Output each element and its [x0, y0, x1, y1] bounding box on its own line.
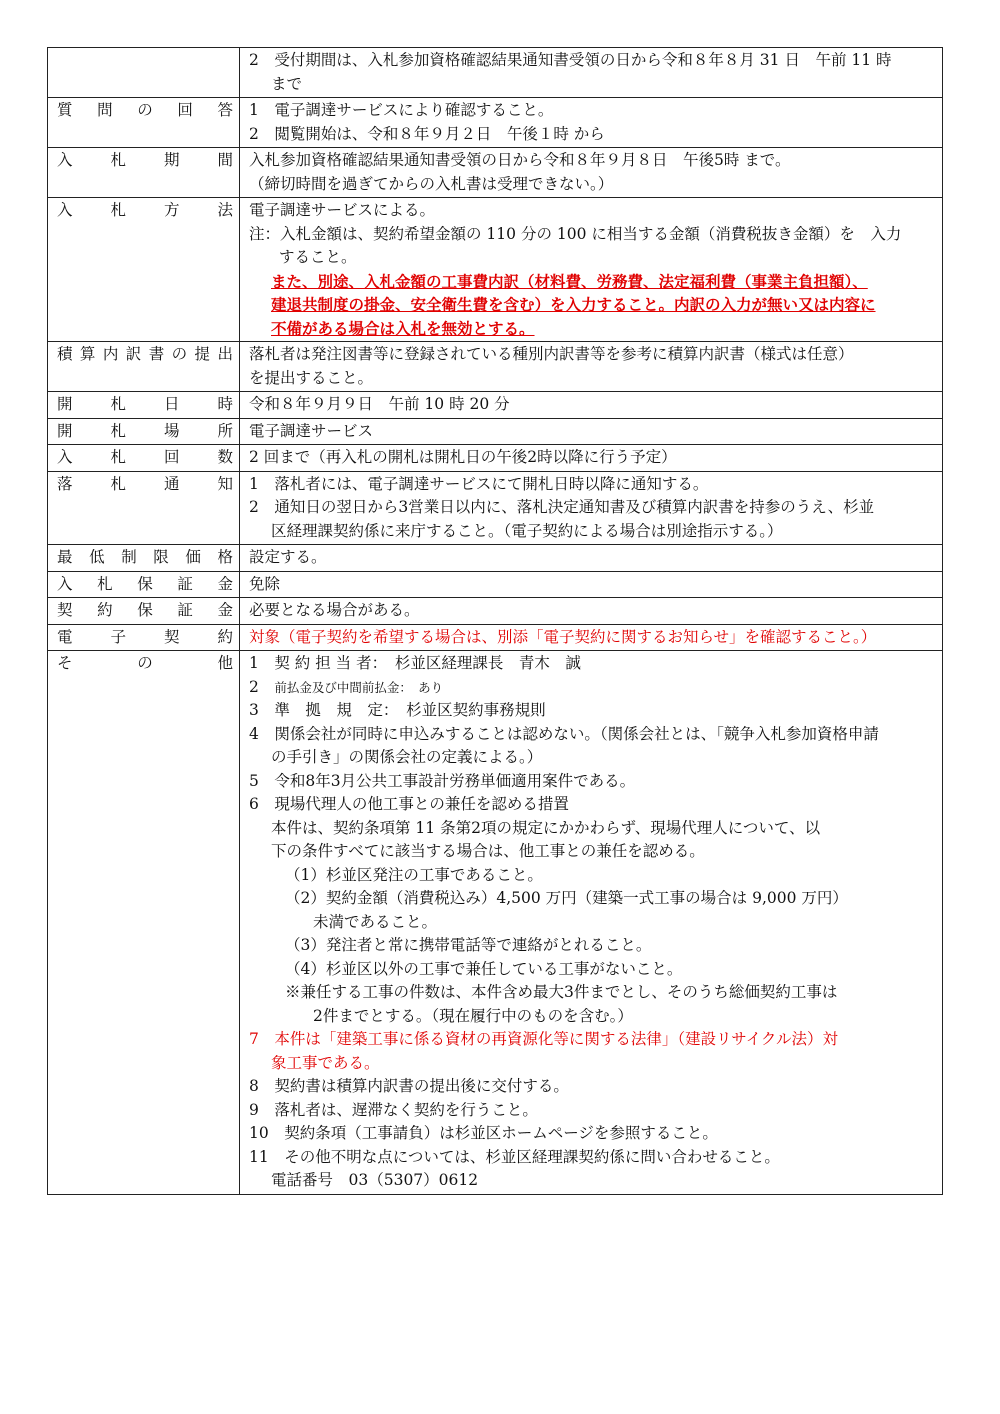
row-content: [240, 98, 943, 148]
row-content: [240, 342, 943, 392]
table-row: [48, 571, 943, 598]
warning-line: 不備がある場合は入札を無効とする。: [271, 318, 535, 338]
text-line: 8 契約書は積算内訳書の提出後に交付する。: [249, 1077, 569, 1095]
label-text: 開 札 日 時: [57, 395, 233, 413]
row-label-contract-bond: [48, 598, 240, 625]
row-label-bid-count: [48, 445, 240, 472]
label-text: 契 約 保 証 金: [57, 601, 233, 619]
text-line: 7 本件は「建築工事に係る資材の再資源化等に関する法律」（建設リサイクル法）対: [249, 1030, 838, 1048]
text-line: 9 落札者は、遅滞なく契約を行うこと。: [249, 1100, 538, 1119]
text-line: 6 現場代理人の他工事との兼任を認める措置: [249, 795, 569, 813]
text-line: 電子調達サービスによる。: [249, 201, 436, 219]
text-line: （締切時間を過ぎてからの入札書は受理できない。）: [249, 174, 614, 193]
row-label-questions: [48, 98, 240, 148]
row-label-opening-place: [48, 418, 240, 445]
text-line: 注：入札金額は、契約希望金額の 110 分の 100 に相当する金額（消費税抜き金額）を 入力: [249, 224, 902, 243]
label-text: 入 札 保 証 金: [57, 574, 233, 593]
label-text: 開 札 場 所: [57, 421, 233, 440]
row-label-electronic-contract: [48, 624, 240, 651]
text-line: 10 契約条項（工事請負）は杉並区ホームページを参照すること。: [249, 1124, 718, 1142]
label-text: 入 札 回 数: [57, 448, 233, 466]
text-line: 2 前払金及び中間前払金： あり: [249, 677, 444, 696]
text-line: （2）契約金額（消費税込み）4,500 万円（建築一式工事の場合は 9,000 万円）: [285, 889, 848, 907]
row-content: [240, 48, 943, 98]
row-label-bid-bond: [48, 571, 240, 598]
text-line: 1 契 約 担 当 者： 杉並区経理課長 青木 誠: [249, 654, 581, 672]
table-row: [48, 342, 943, 392]
warning-line: 建退共制度の掛金、安全衛生費を含む）を入力すること。内訳の入力が無い又は内容に: [271, 295, 876, 314]
text-line: 落札者は発注図書等に登録されている種別内訳書等を参考に積算内訳書（様式は任意）: [249, 345, 854, 363]
text-line: すること。: [279, 248, 357, 266]
text-line: 5 令和8年3月公共工事設計労務単価適用案件である。: [249, 771, 636, 790]
label-text: 最 低 制 限 価 格: [57, 548, 233, 566]
text-line: ※兼任する工事の件数は、本件含め最大3件までとし、そのうち総価契約工事は: [285, 983, 838, 1001]
table-row: [48, 471, 943, 545]
text-line: （3）発注者と常に携帯電話等で連絡がとれること。: [285, 936, 652, 954]
row-label-empty: [48, 48, 240, 98]
row-content: [240, 392, 943, 419]
text-line: 対象（電子契約を希望する場合は、別添「電子契約に関するお知らせ」を確認すること。）: [249, 627, 877, 646]
text-line: （1）杉並区発注の工事であること。: [285, 865, 543, 884]
text-line: 2 回まで（再入札の開札は開札日の午後2時以降に行う予定）: [249, 448, 677, 466]
text-line: 11 その他不明な点については、杉並区経理課契約係に問い合わせること。: [249, 1147, 780, 1166]
row-content: [240, 545, 943, 572]
row-content: [240, 198, 943, 342]
label-text: 積 算 内 訳 書 の 提 出: [57, 345, 233, 363]
text-line: 1 落札者には、電子調達サービスにて開札日時以降に通知する。: [249, 474, 709, 493]
row-label-opening-datetime: [48, 392, 240, 419]
label-text: そ の 他: [57, 654, 233, 672]
row-content: [240, 651, 943, 1195]
text-line: を提出すること。: [249, 368, 374, 387]
row-content: [240, 471, 943, 545]
label-text: 電 子 契 約: [57, 627, 233, 646]
text-line: 令和８年９月９日 午前 10 時 20 分: [249, 395, 510, 413]
row-label-estimate-submission: [48, 342, 240, 392]
label-text: 入 札 期 間: [57, 151, 233, 169]
row-content: [240, 148, 943, 198]
specification-table: [47, 47, 943, 1195]
text-line: 2 閲覧開始は、令和８年９月２日 午後１時 から: [249, 124, 605, 143]
text-line: 3 準 拠 規 定： 杉並区契約事務規則: [249, 701, 546, 719]
table-row: [48, 651, 943, 1195]
row-label-bid-method: [48, 198, 240, 342]
table-row: [48, 624, 943, 651]
table-row: [48, 545, 943, 572]
text-line: 区経理課契約係に来庁すること。（電子契約による場合は別途指示する。）: [271, 521, 783, 540]
row-content: [240, 571, 943, 598]
text-line: 未満であること。: [313, 912, 438, 931]
text-line: 免除: [249, 574, 281, 593]
table-row: [48, 598, 943, 625]
text-line: の手引き」の関係会社の定義による。）: [271, 748, 543, 766]
row-label-others: [48, 651, 240, 1195]
text-line: （4）杉並区以外の工事で兼任している工事がないこと。: [285, 959, 683, 978]
label-text: 入 札 方 法: [57, 201, 233, 219]
text-line: 本件は、契約条項第 11 条第2項の規定にかかわらず、現場代理人について、以: [271, 818, 821, 837]
text-line: 4 関係会社が同時に申込みすることは認めない。（関係会社とは、「競争入札参加資格申請: [249, 724, 879, 743]
text-line: 2 通知日の翌日から3営業日以内に、落札決定通知書及び積算内訳書を持参のうえ、杉並: [249, 498, 875, 516]
text-line: まで: [271, 74, 303, 93]
text-line: 2 受付期間は、入札参加資格確認結果通知書受領の日から令和８年８月 31 日 午前 11 時: [249, 51, 892, 69]
row-content: [240, 445, 943, 472]
table-row: [48, 198, 943, 342]
table-row: [48, 392, 943, 419]
text-line: 象工事である。: [271, 1053, 380, 1072]
warning-line: また、別途、入札金額の工事費内訳（材料費、労務費、法定福利費（事業主負担額）、: [271, 271, 868, 291]
table-row: [48, 445, 943, 472]
label-text: 落 札 通 知: [57, 474, 233, 493]
row-label-bid-period: [48, 148, 240, 198]
text-line: 電子調達サービス: [249, 421, 374, 440]
table-row: [48, 98, 943, 148]
label-text: 質 問 の 回 答: [57, 101, 233, 119]
row-label-award-notice: [48, 471, 240, 545]
text-line: 1 電子調達サービスにより確認すること。: [249, 101, 554, 119]
table-row: [48, 148, 943, 198]
row-content: [240, 418, 943, 445]
phone-number: 電話番号 03（5307）0612: [271, 1171, 479, 1189]
text-line: 入札参加資格確認結果通知書受領の日から令和８年９月８日 午後5時 まで。: [249, 151, 791, 169]
row-content: [240, 624, 943, 651]
text-line: 設定する。: [249, 548, 327, 566]
text-line: 2件までとする。（現在履行中のものを含む。）: [313, 1006, 633, 1025]
table-row: [48, 48, 943, 98]
row-label-minimum-price: [48, 545, 240, 572]
table-row: [48, 418, 943, 445]
text-line: 下の条件すべてに該当する場合は、他工事との兼任を認める。: [271, 842, 705, 860]
text-line: 必要となる場合がある。: [249, 601, 420, 619]
row-content: [240, 598, 943, 625]
